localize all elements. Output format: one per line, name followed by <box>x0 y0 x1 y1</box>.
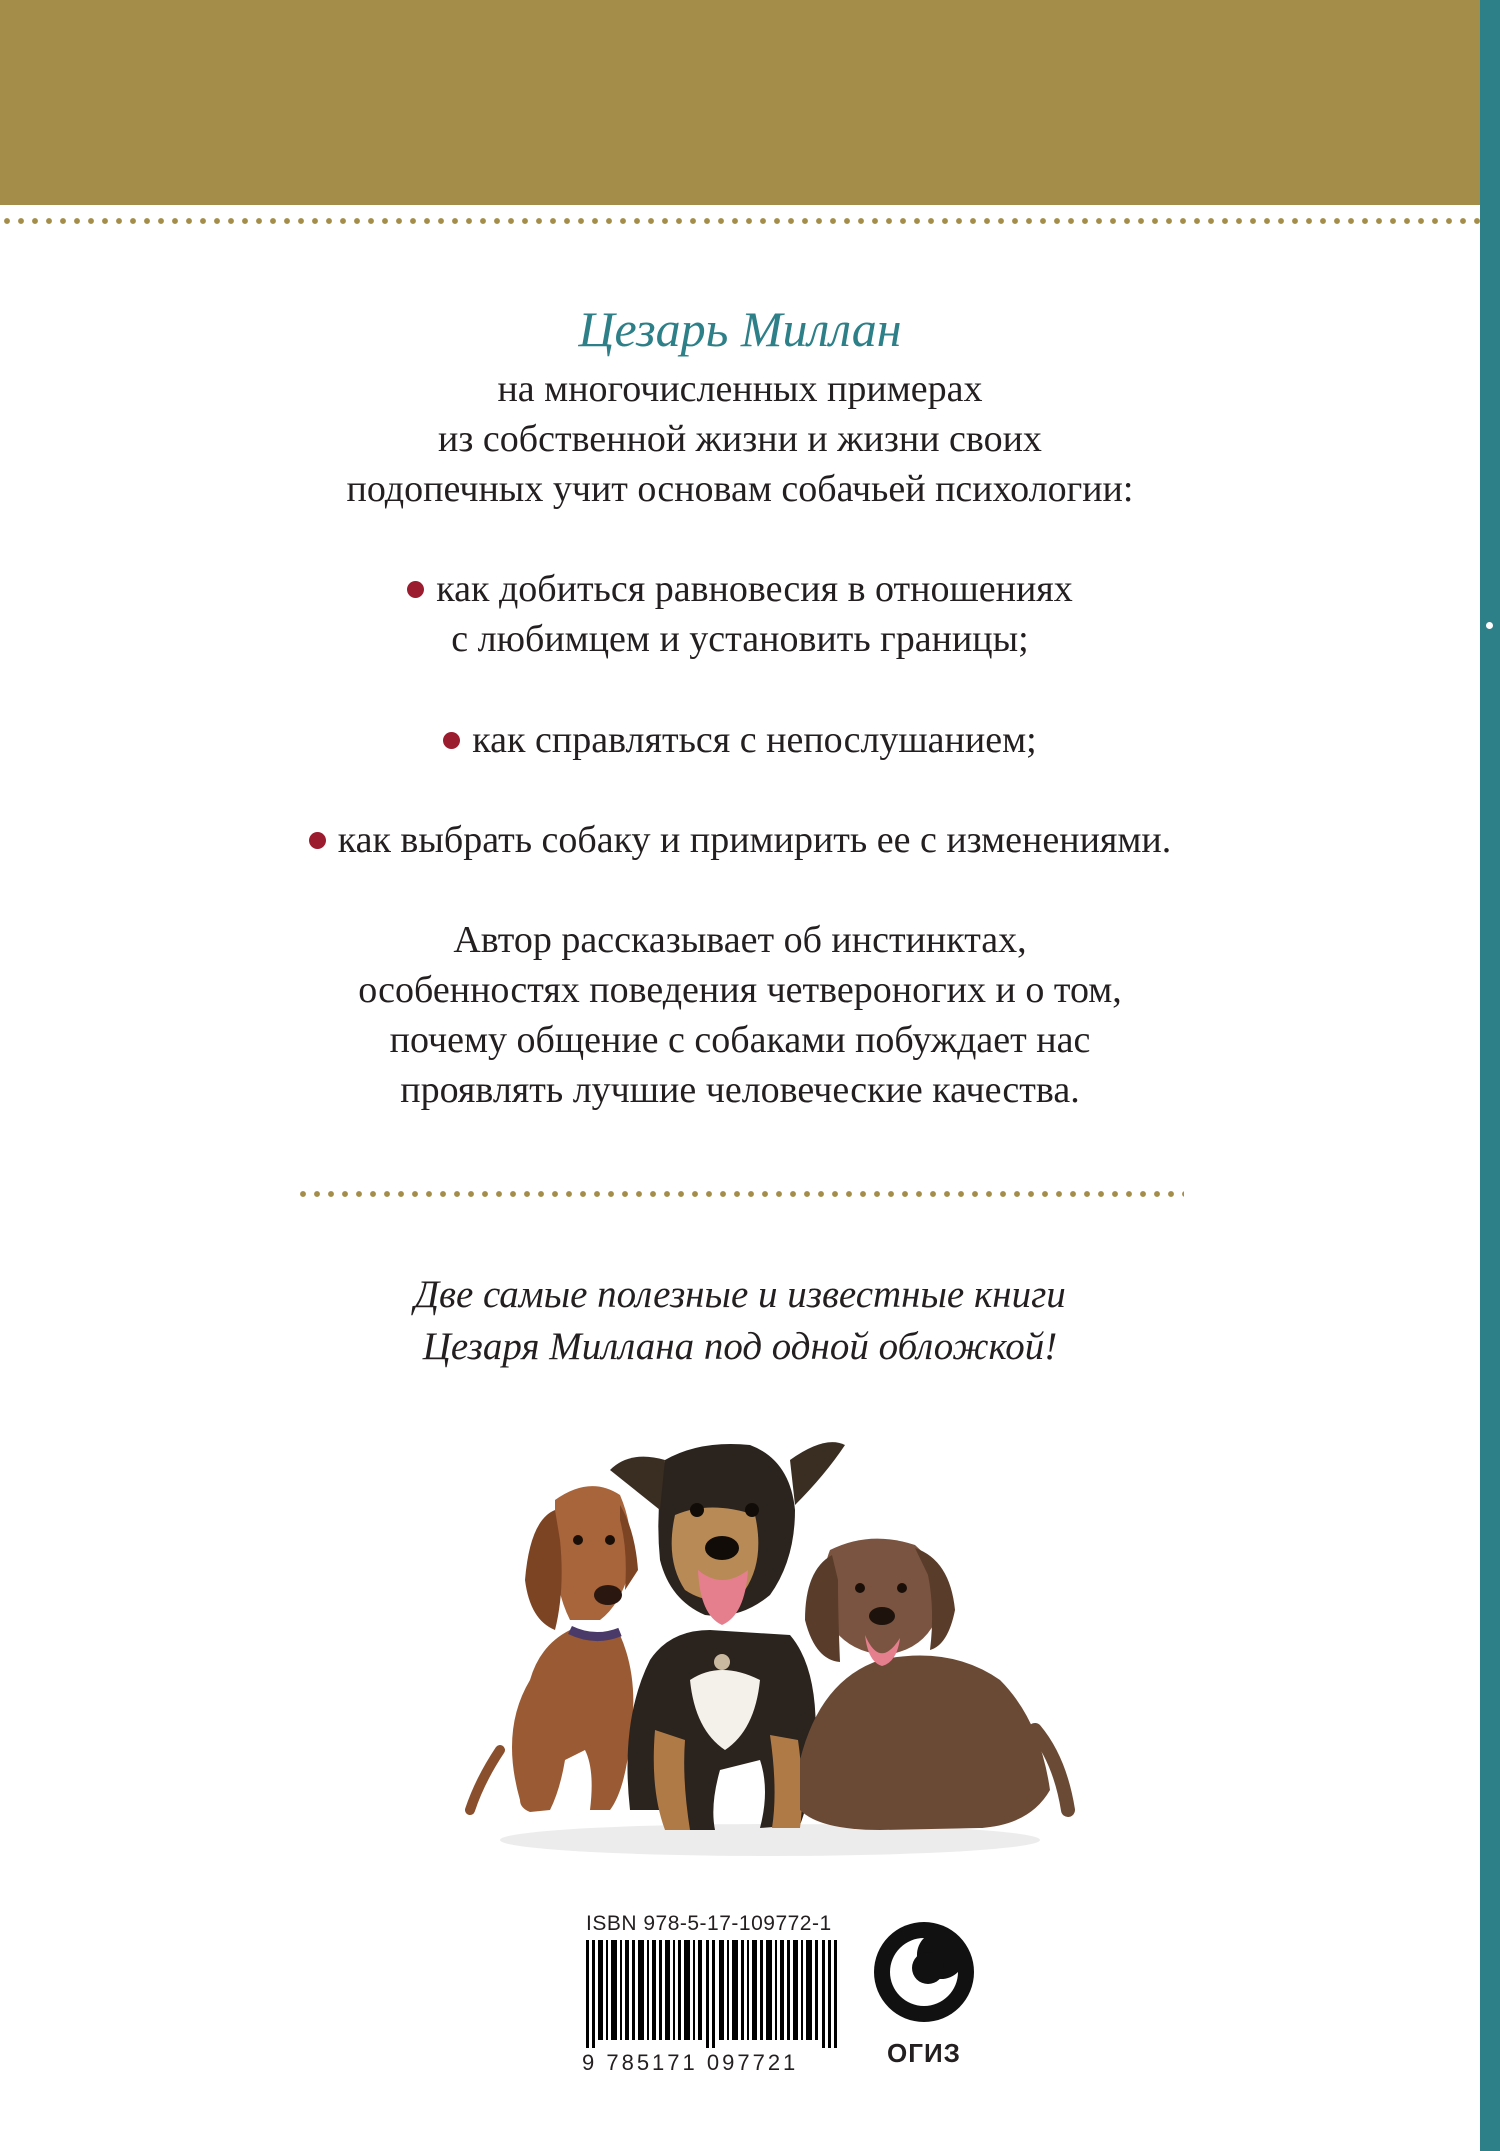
barcode-icon <box>586 1940 838 2048</box>
description-line: почему общение с собаками побуждает нас <box>389 1019 1091 1061</box>
spine-dot <box>1486 622 1493 629</box>
intro-line: подопечных учит основам собачьей психологии: <box>346 468 1134 510</box>
isbn-text: ISBN 978-5-17-109772-1 <box>586 1912 832 1935</box>
description-line: Автор рассказывает об инстинктах, <box>453 919 1027 961</box>
top-dotted-divider <box>0 217 1480 225</box>
description-line: проявлять лучшие человеческие качества. <box>400 1069 1080 1111</box>
intro-line: из собственной жизни и жизни своих <box>438 418 1042 460</box>
wirehaired-dachshund-dog <box>800 1539 1068 1830</box>
top-color-band <box>0 0 1480 205</box>
bullet-text: как выбрать собаку и примирить ее с изменениями. <box>337 819 1172 861</box>
publisher-logo-icon <box>870 1918 978 2026</box>
ean-digits: 9 785171 097721 <box>582 2050 799 2075</box>
description-line: особенностях поведения четвероногих и о том, <box>358 969 1122 1011</box>
bullet-text: с любимцем и установить границы; <box>451 618 1029 660</box>
intro-line: на многочисленных примерах <box>497 368 983 410</box>
bullet-item-choose-dog <box>0 815 1480 865</box>
bullet-text: как справляться с непослушанием; <box>472 719 1037 761</box>
bullet-item-boundaries <box>0 564 1480 664</box>
three-dogs-photo <box>460 1430 1080 1860</box>
tagline-line: Две самые полезные и известные книги <box>414 1273 1066 1316</box>
dachshund-dog <box>470 1486 638 1812</box>
description-paragraph <box>0 915 1480 1115</box>
middle-dotted-divider <box>296 1190 1184 1198</box>
tagline <box>0 1269 1480 1373</box>
publisher-name: ОГИЗ <box>887 2038 961 2068</box>
bullet-dot-icon <box>443 732 460 749</box>
author-name: Цезарь Миллан <box>578 301 902 357</box>
spine-strip <box>1480 0 1500 2151</box>
tagline-line: Цезаря Миллана под одной обложкой! <box>422 1325 1058 1368</box>
bullet-dot-icon <box>407 581 424 598</box>
intro-paragraph <box>0 364 1480 514</box>
bullet-dot-icon <box>309 832 326 849</box>
bullet-item-disobedience <box>0 715 1480 765</box>
bullet-text: как добиться равновесия в отношениях <box>436 568 1073 610</box>
